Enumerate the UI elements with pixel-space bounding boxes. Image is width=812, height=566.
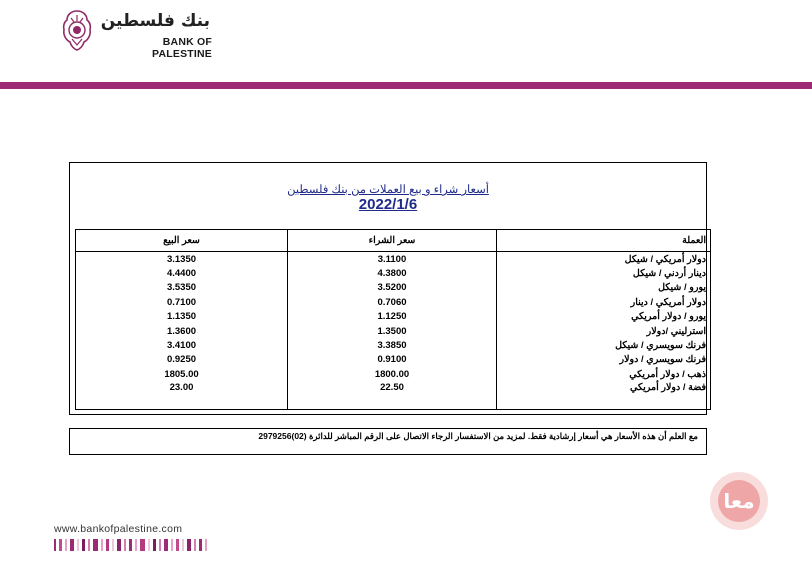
rates-panel xyxy=(69,162,707,415)
table-row xyxy=(76,266,711,280)
buy-rate: 1.3500 xyxy=(288,324,497,338)
buy-rate: 1800.00 xyxy=(288,367,497,381)
table-row xyxy=(76,367,711,381)
table-row xyxy=(76,382,711,410)
document-date: 2022/1/6 xyxy=(358,196,418,213)
table-row xyxy=(76,338,711,352)
table-row xyxy=(76,310,711,324)
document-title: أسعار شراء و بيع العملات من بنك فلسطين xyxy=(287,184,489,196)
buy-rate: 0.9100 xyxy=(288,353,497,367)
currency-pair: يورو / دولار أمريكي xyxy=(497,310,711,324)
buy-rate: 3.1100 xyxy=(288,252,497,267)
buy-rate: 22.50 xyxy=(288,382,497,410)
currency-pair: فضة / دولار أمريكي xyxy=(497,382,711,410)
table-row xyxy=(76,353,711,367)
bank-name-english: BANK OF PALESTINE xyxy=(152,36,212,60)
disclaimer-note: مع العلم أن هذه الأسعار هي أسعار إرشادية فقط. لمزيد من الاستفسار الرجاء الاتصال على الرقم المباشر للدائرة (02)2979256 xyxy=(69,428,707,455)
buy-rate: 4.3800 xyxy=(288,266,497,280)
brand-divider-bar xyxy=(0,82,812,89)
sell-rate: 4.4400 xyxy=(76,266,288,280)
bank-name-arabic: بنك فلسطين xyxy=(100,11,210,31)
table-row xyxy=(76,252,711,267)
sell-rate: 1805.00 xyxy=(76,367,288,381)
sell-rate: 1.3600 xyxy=(76,324,288,338)
currency-pair: دولار أمريكي / دينار xyxy=(497,295,711,309)
currency-pair: يورو / شيكل xyxy=(497,281,711,295)
header-sell: سعر البيع xyxy=(76,230,288,252)
footer-website[interactable]: www.bankofpalestine.com xyxy=(54,523,183,535)
watermark-text: معا xyxy=(723,489,755,513)
sell-rate: 3.1350 xyxy=(76,252,288,267)
buy-rate: 1.1250 xyxy=(288,310,497,324)
sell-rate: 0.9250 xyxy=(76,353,288,367)
buy-rate: 3.5200 xyxy=(288,281,497,295)
header-currency: العملة xyxy=(497,230,711,252)
table-row xyxy=(76,295,711,309)
table-row xyxy=(76,281,711,295)
sell-rate: 0.7100 xyxy=(76,295,288,309)
table-row xyxy=(76,324,711,338)
footer-color-bars-icon xyxy=(54,539,209,551)
sell-rate: 3.4100 xyxy=(76,338,288,352)
currency-pair: استرليني /دولار xyxy=(497,324,711,338)
bank-logo xyxy=(62,9,212,60)
bank-emblem-icon xyxy=(62,9,92,51)
rates-table xyxy=(75,229,711,410)
table-header-row xyxy=(76,230,711,252)
currency-pair: ذهب / دولار أمريكي xyxy=(497,367,711,381)
maan-watermark-logo xyxy=(698,470,780,532)
header-buy: سعر الشراء xyxy=(288,230,497,252)
buy-rate: 0.7060 xyxy=(288,295,497,309)
currency-pair: دولار أمريكي / شيكل xyxy=(497,252,711,267)
sell-rate: 23.00 xyxy=(76,382,288,410)
buy-rate: 3.3850 xyxy=(288,338,497,352)
currency-pair: دينار أردني / شيكل xyxy=(497,266,711,280)
currency-pair: فرنك سويسري / دولار xyxy=(497,353,711,367)
sell-rate: 1.1350 xyxy=(76,310,288,324)
sell-rate: 3.5350 xyxy=(76,281,288,295)
currency-pair: فرنك سويسري / شيكل xyxy=(497,338,711,352)
